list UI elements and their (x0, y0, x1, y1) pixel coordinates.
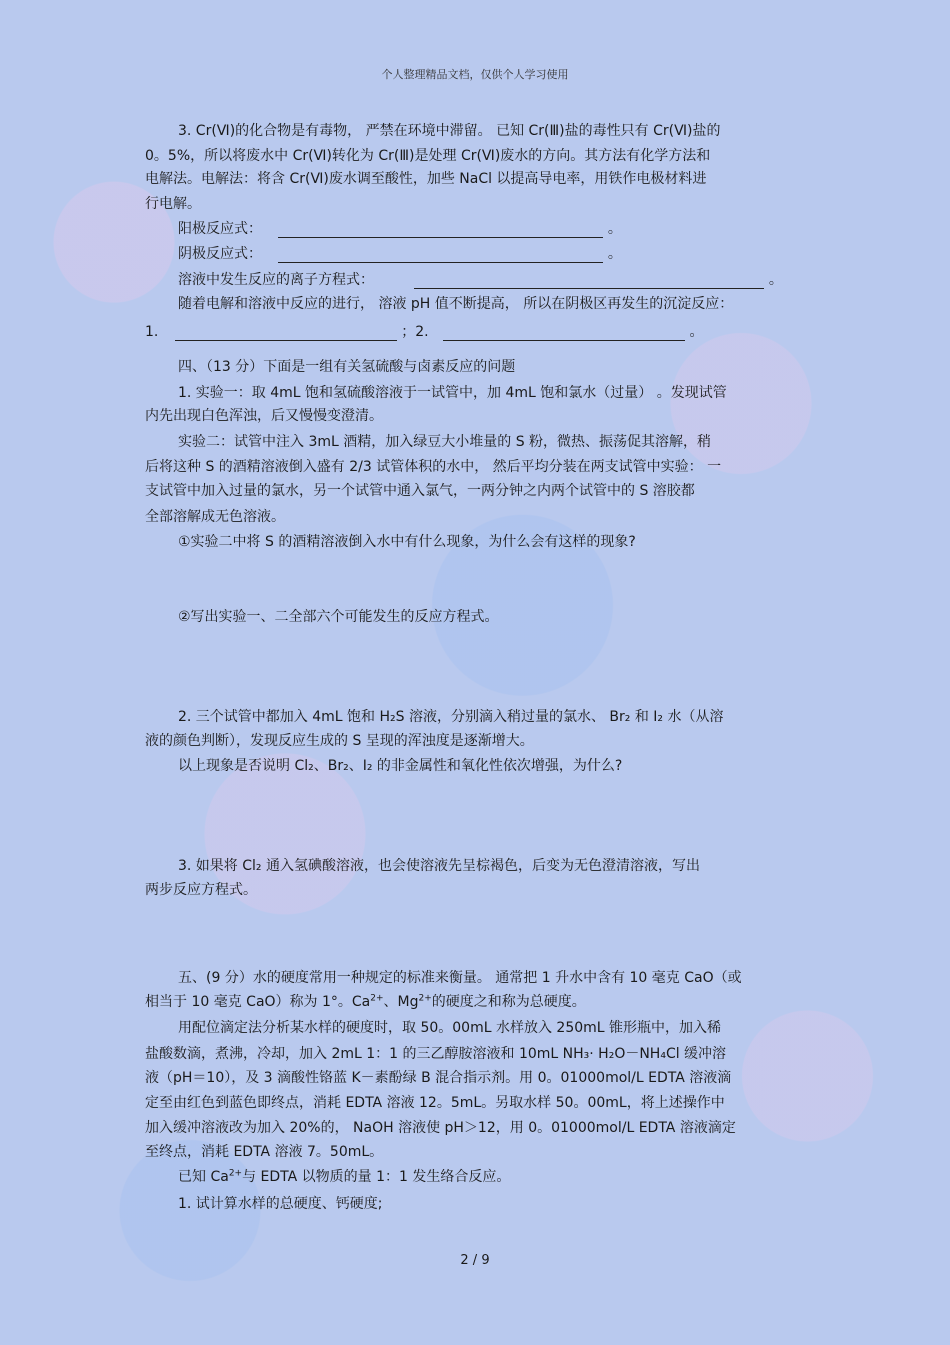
s5-line-9-text-b: 与 EDTA 以物质的量 1：1 发生络合反应。 (242, 1169, 511, 1185)
s4-exp1-line-2: 内先出现白色浑浊，后又慢慢变澄清。 (145, 408, 383, 424)
s5-line-4: 盐酸数滴，煮沸，冷却，加入 2mL 1：1 的三乙醇胺溶液和 10mL NH₃· H₂O－NH₄Cl 缓冲溶 (145, 1046, 727, 1062)
q3-line-3: 电解法。电解法：将含 Cr(Ⅵ)废水调至酸性，加些 NaCl 以提高导电率，用铁作电极材料进 (145, 171, 707, 187)
q3-line-8: 随着电解和溶液中反应的进行， 溶液 pH 值不断提高， 所以在阴极区再发生的沉淀反应： (178, 296, 734, 312)
anode-line (178, 220, 622, 238)
s4-exp2-line-1: 实验二：试管中注入 3mL 酒精，加入绿豆大小堆量的 S 粉，微热、振荡促其溶解，稍 (178, 434, 712, 450)
anode-blank (278, 223, 603, 238)
section-4-title: 四、（13 分）下面是一组有关氢硫酸与卤素反应的问题 (178, 359, 516, 375)
ionic-blank (414, 274, 764, 289)
ca-charge-2: 2+ (228, 1168, 243, 1179)
s5-line-5: 液（pH＝10），及 3 滴酸性铬蓝 K－素酚绿 B 混合指示剂。用 0。01000mol/L EDTA 溶液滴 (145, 1070, 732, 1086)
s5-line-8: 至终点，消耗 EDTA 溶液 7。50mL。 (145, 1144, 384, 1160)
s5-line-3: 用配位滴定法分析某水样的硬度时，取 50。00mL 水样放入 250mL 锥形瓶中，加入稀 (178, 1020, 722, 1036)
s5-line-6: 定至由红色到蓝色即终点，消耗 EDTA 溶液 12。5mL。另取水样 50。00mL，将上述操作中 (145, 1095, 725, 1111)
s5-line-9-text-a: 已知 Ca (178, 1169, 229, 1185)
q3-line-4: 行电解。 (145, 196, 201, 212)
blank-1-label: 1. (145, 324, 159, 340)
page-header: 个人整理精品文档，仅供个人学习使用 (381, 68, 569, 81)
precipitation-period: 。 (689, 324, 704, 340)
s5-line-9 (178, 1168, 510, 1186)
precipitation-blank-2 (443, 326, 685, 341)
s5-line-2 (145, 993, 586, 1011)
s5-line-2-text-a: 相当于 10 毫克 CaO）称为 1°。Ca (145, 994, 371, 1010)
s5-line-2-text-b: 、Mg (383, 994, 419, 1010)
cathode-line (178, 245, 622, 263)
cathode-label: 阴极反应式： (178, 246, 262, 262)
q3-line-2: 0。5%，所以将废水中 Cr(Ⅵ)转化为 Cr(Ⅲ)是处理 Cr(Ⅵ)废水的方向。其方法有化学方法和 (145, 148, 711, 164)
s4-exp2-line-4: 全部溶解成无色溶液。 (145, 509, 285, 525)
s4-part3-line-1: 3. 如果将 Cl₂ 通入氢碘酸溶液，也会使溶液先呈棕褐色，后变为无色澄清溶液，写出 (178, 858, 700, 874)
cathode-blank (278, 248, 603, 263)
mg-charge: 2+ (418, 993, 432, 1004)
s4-exp2-line-3: 支试管中加入过量的氯水，另一个试管中通入氯气，一两分钟之内两个试管中的 S 溶胶都 (145, 483, 695, 499)
ionic-label: 溶液中发生反应的离子方程式： (178, 272, 374, 288)
s5-line-7: 加入缓冲溶液改为加入 20%的， NaOH 溶液使 pH＞12，用 0。01000mol/L EDTA 溶液滴定 (145, 1120, 736, 1136)
anode-period: 。 (607, 221, 622, 237)
s4-question-1: ①实验二中将 S 的酒精溶液倒入水中有什么现象，为什么会有这样的现象? (178, 534, 636, 550)
page-number: 2 / 9 (460, 1253, 490, 1268)
s4-part3-line-2: 两步反应方程式。 (145, 882, 257, 898)
s4-exp1-line-1: 1. 实验一：取 4mL 饱和氢硫酸溶液于一试管中，加 4mL 饱和氯水（过量） 。发现试管 (178, 385, 727, 401)
s4-question-2: ②写出实验一、二全部六个可能发生的反应方程式。 (178, 609, 499, 625)
s4-part2-line-2: 液的颜色判断），发现反应生成的 S 呈现的浑浊度是逐渐增大。 (145, 733, 534, 749)
s5-line-2-text-c: 的硬度之和称为总硬度。 (431, 994, 586, 1010)
anode-label: 阳极反应式： (178, 221, 262, 237)
s4-exp2-line-2: 后将这种 S 的酒精溶液倒入盛有 2/3 试管体积的水中， 然后平均分装在两支试管中实验： 一 (145, 459, 722, 475)
s4-part2-question: 以上现象是否说明 Cl₂、Br₂、I₂ 的非金属性和氧化性依次增强，为什么? (178, 758, 623, 774)
ionic-period: 。 (768, 272, 783, 288)
precipitation-line (145, 323, 704, 341)
cathode-period: 。 (607, 246, 622, 262)
s4-part2-line-1: 2. 三个试管中都加入 4mL 饱和 H₂S 溶液，分别滴入稍过量的氯水、 Br₂ 和 I₂ 水（从溶 (178, 709, 724, 725)
precipitation-blank-1 (175, 326, 397, 341)
ca-charge: 2+ (370, 993, 384, 1004)
s5-question-1: 1. 试计算水样的总硬度、钙硬度; (178, 1196, 383, 1212)
q3-line-1: 3. Cr(Ⅵ)的化合物是有毒物， 严禁在环境中滞留。 已知 Cr(Ⅲ)盐的毒性只有 Cr(Ⅵ)盐的 (178, 123, 721, 139)
ionic-equation-line (178, 271, 783, 289)
section-5-title: 五、(9 分）水的硬度常用一种规定的标准来衡量。 通常把 1 升水中含有 10 毫克 CaO（或 (178, 970, 742, 986)
blank-2-label: ；2. (401, 324, 429, 340)
